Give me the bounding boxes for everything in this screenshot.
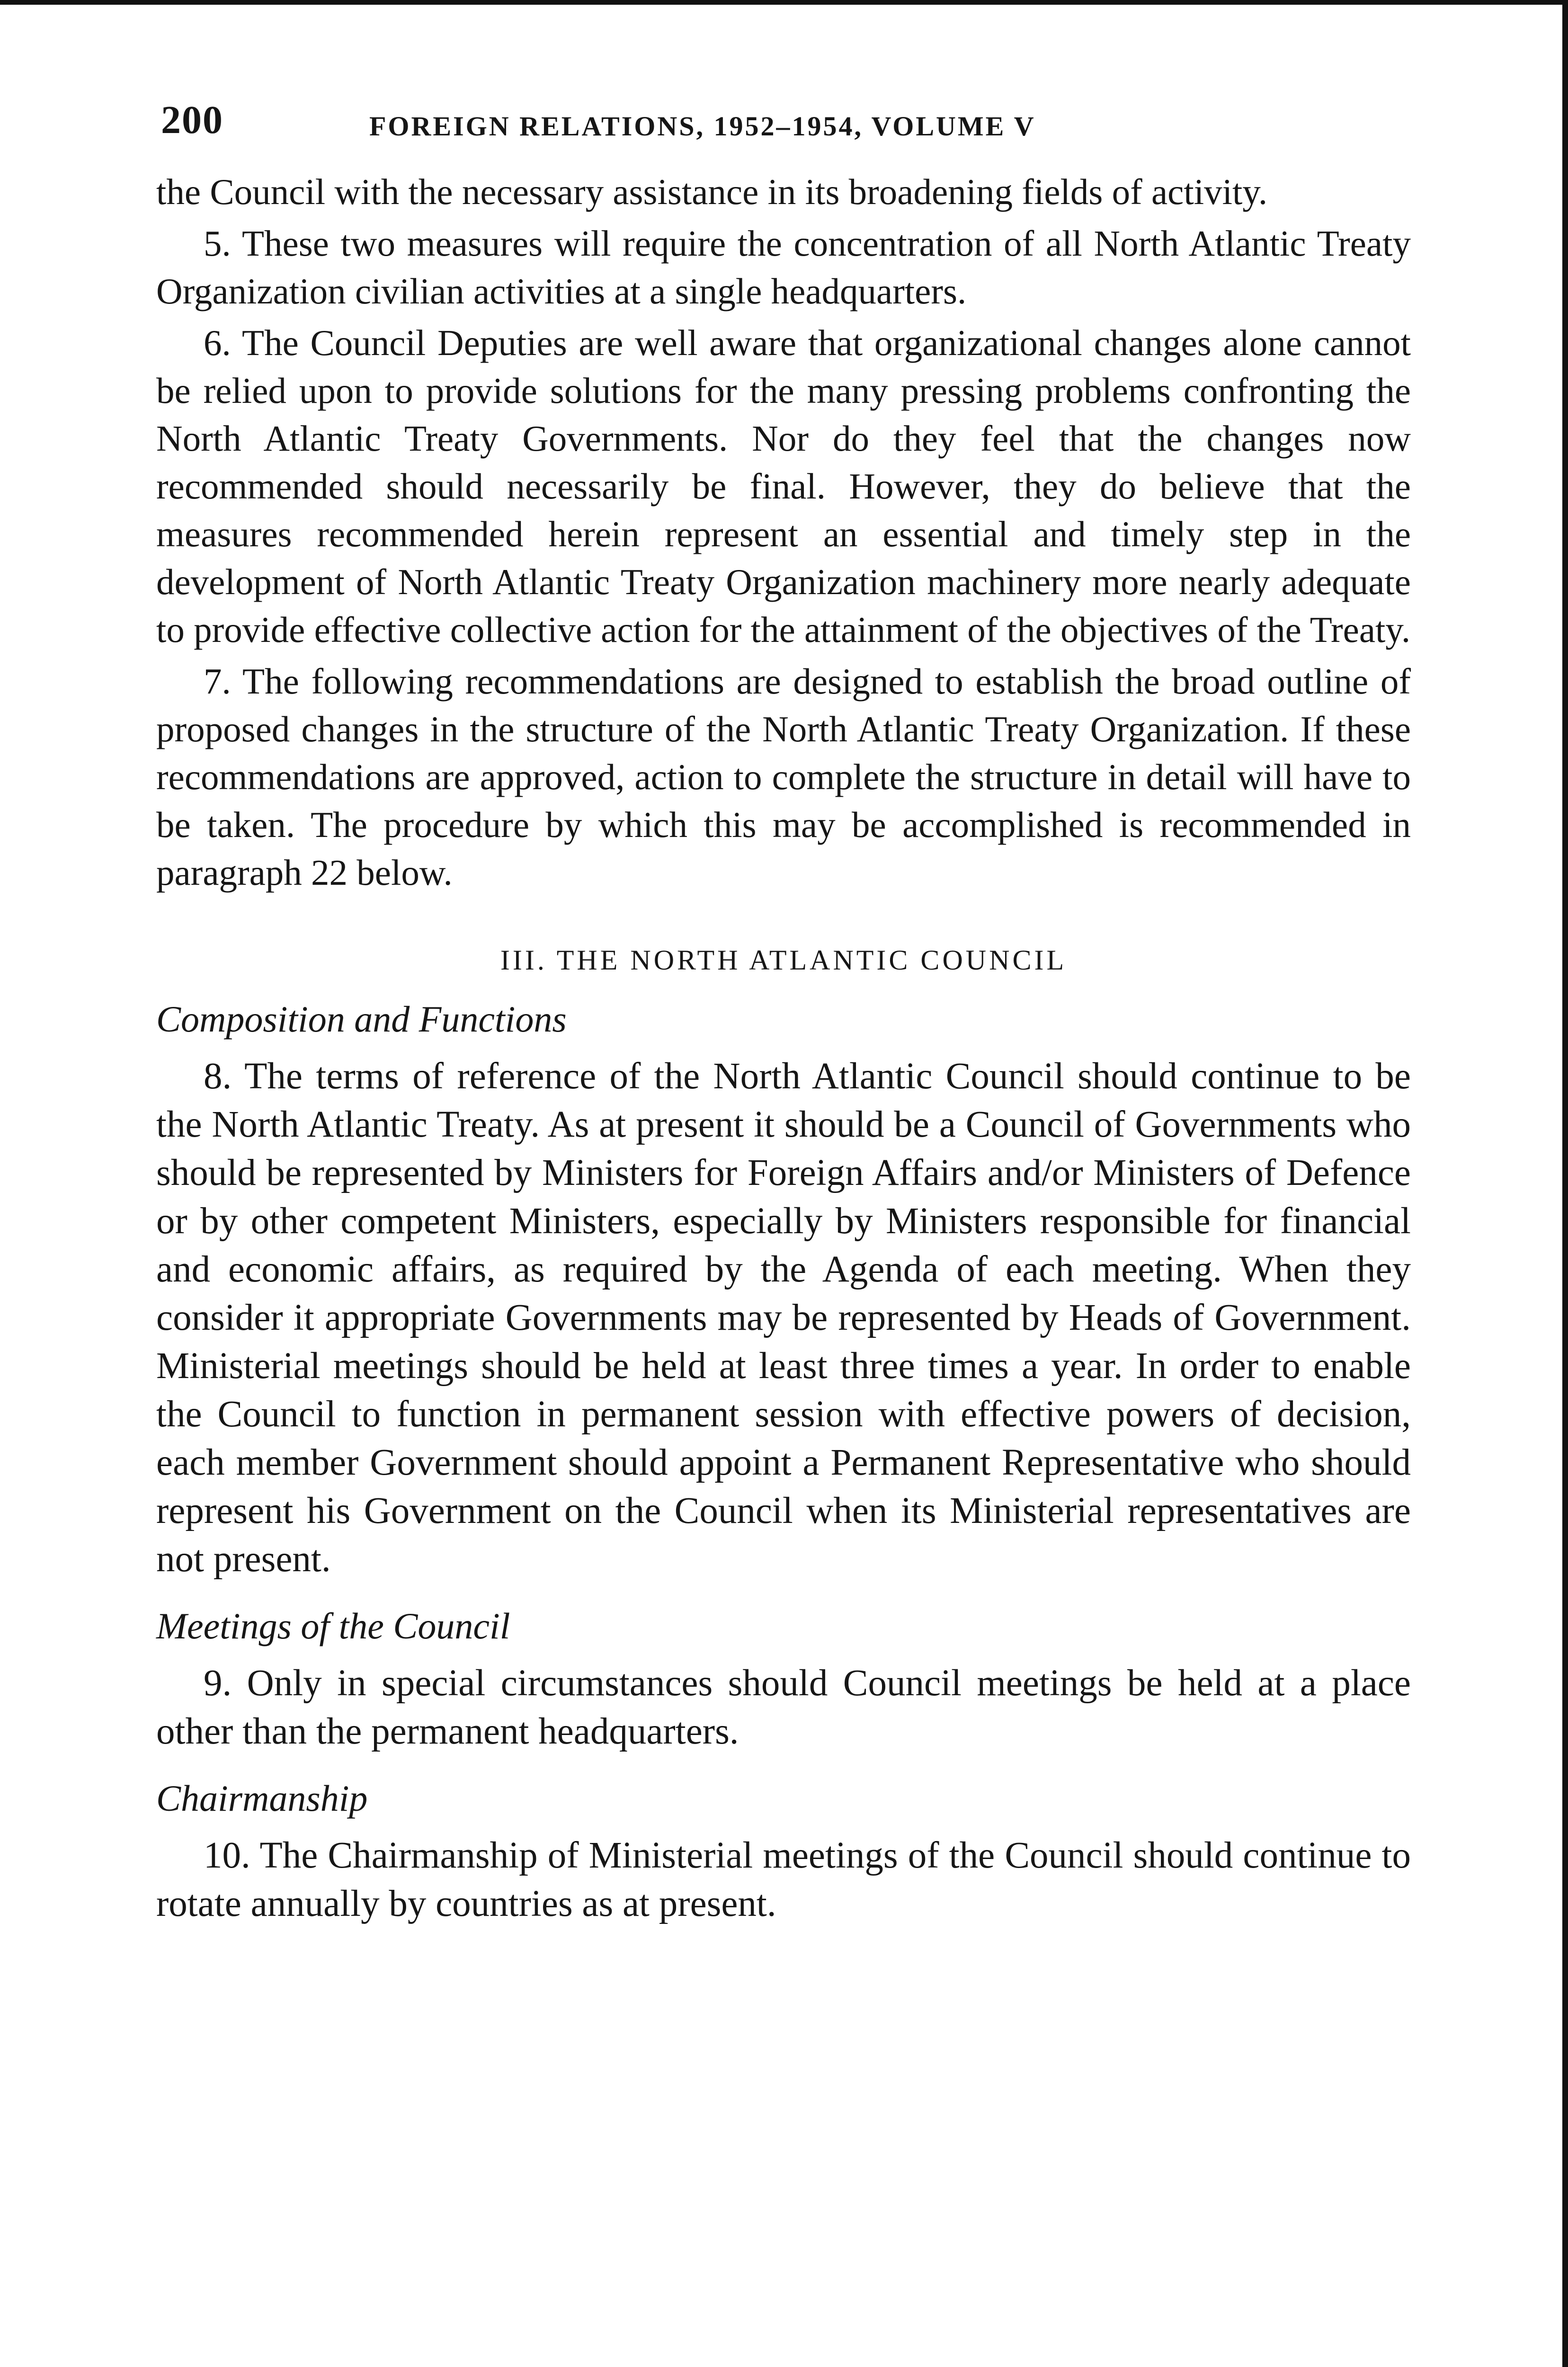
page-number: 200 [161,98,223,142]
paragraph-8: 8. The terms of reference of the North Atlantic Council should continue to be the North Atlantic Treaty. As at present it should be a Council of Governments who should be represented by Ministers for Foreign Affairs and/or Ministers of Defence or by other competent Ministers, especially by Ministers responsible for financial and economic affairs, as required by the Agenda of each meeting. When they consider it appropriate Governments may be represented by Heads of Government. Ministerial meetings should be held at least three times a year. In order to enable the Council to function in permanent session with effective powers of decision, each member Government should appoint a Permanent Representative who should represent his Government on the Council when its Ministerial representatives are not present. [156,1056,1411,1580]
paragraph-9: 9. Only in special circumstances should Council meetings be held at a place other than the permanent headquarters. [156,1663,1411,1752]
section-heading: III. THE NORTH ATLANTIC COUNCIL [500,944,1067,976]
subheading-meetings: Meetings of the Council [156,1605,510,1646]
paragraph-5: 5. These two measures will require the concentration of all North Atlantic Treaty Organization civilian activities at a single headquarters. [156,223,1411,311]
running-head [156,88,1411,168]
subheading-chairmanship: Chairmanship [156,1778,368,1819]
paragraph-6: 6. The Council Deputies are well aware that organizational changes alone cannot be relied upon to provide solutions for the many pressing problems confronting the North Atlantic Treaty Governments. Nor do they feel that the changes now recommended should necessarily be final. However, they do believe that the measures recommended herein represent an essential and timely step in the development of North Atlantic Treaty Organization machinery more nearly adequate to provide effective collective action for the attainment of the objectives of the Treaty. [156,322,1411,650]
paragraph-continued: the Council with the necessary assistance in its broadening fields of activity. [156,171,1268,212]
subheading-composition: Composition and Functions [156,998,567,1040]
running-title: FOREIGN RELATIONS, 1952–1954, VOLUME V [369,111,1036,142]
paragraph-7: 7. The following recommendations are designed to establish the broad outline of proposed changes in the structure of the North Atlantic Treaty Organization. If these recommendations are approved, action to complete the structure in detail will have to be taken. The procedure by which this may be accomplished is recommended in paragraph 22 below. [156,661,1411,893]
text-column [156,88,1411,1928]
paragraph-10: 10. The Chairmanship of Ministerial meetings of the Council should continue to rotate annually by countries as at present. [156,1835,1411,1924]
